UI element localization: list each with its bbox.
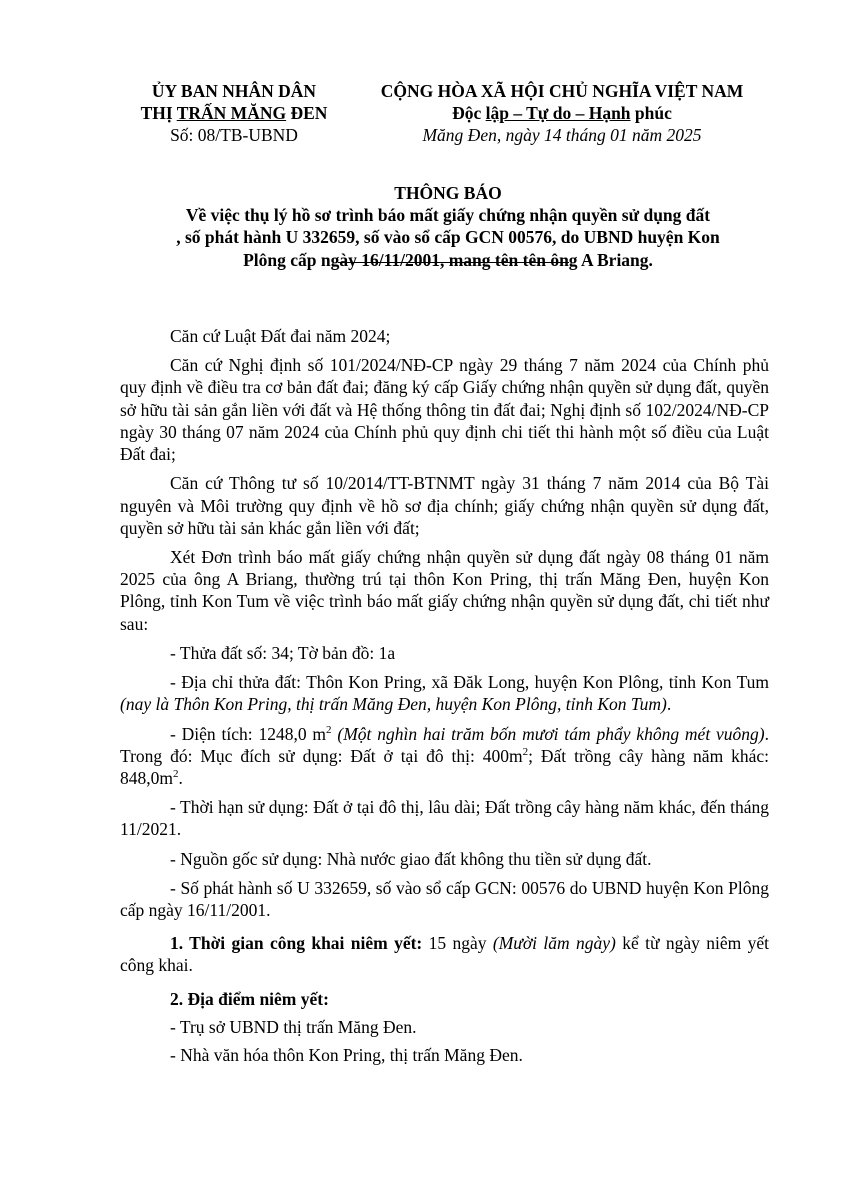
area-usage-annual-crops: ; Đất trồng cây hàng năm khác: 848,0m xyxy=(120,745,769,788)
legal-basis-decrees: Căn cứ Nghị định số 101/2024/NĐ-CP ngày 29 tháng 7 năm 2024 của Chính phủ quy định về điều tra cơ bản đất đai; đăng ký cấp Giấy chứng nhận quyền sử dụng đất, quyền sở hữu tài sản gắn liền với đất và Hệ thống thông tin đất đai; Nghị định số 102/2024/NĐ-CP ngày 30 tháng 07 năm 2024 của Chính phủ quy định chi tiết thi hành một số điều của Luật Đất đai; xyxy=(120,355,769,465)
authority-unit-underlined: TRẤN MĂNG xyxy=(176,103,287,124)
address-current-name: (nay là Thôn Kon Pring, thị trấn Măng Đen, huyện Kon Plông, tỉnh Kon Tum) xyxy=(120,694,667,715)
authority-unit-suffix: ĐEN xyxy=(286,103,328,124)
posting-location-2: - Nhà văn hóa thôn Kon Pring, thị trấn Măng Đen. xyxy=(170,1045,523,1066)
usage-term: - Thời hạn sử dụng: Đất ở tại đô thị, lâu dài; Đất trồng cây hàng năm khác, đến tháng 11/2021. xyxy=(120,797,769,840)
national-header-block xyxy=(356,80,768,147)
motto-suffix: phúc xyxy=(630,103,672,124)
national-motto xyxy=(356,102,768,124)
area-superscript: 2 xyxy=(173,768,179,781)
document-number: Số: 08/TB-UBND xyxy=(170,125,298,146)
address-end: . xyxy=(666,694,672,715)
motto-underlined: lập – Tự do – Hạnh xyxy=(485,103,631,124)
section-posting-location xyxy=(120,988,769,1010)
address-text: - Địa chỉ thửa đất: Thôn Kon Pring, xã Đăk Long, huyện Kon Plông, tỉnh Kon Tum xyxy=(170,672,769,693)
authority-name: ỦY BAN NHÂN DÂN xyxy=(151,81,317,101)
subject-line-2: , số phát hành U 332659, số vào sổ cấp GCN 00576, do UBND huyện Kon xyxy=(176,227,720,248)
document-body xyxy=(120,325,769,1072)
posting-period-label: 1. Thời gian công khai niêm yết: xyxy=(170,933,423,954)
application-review: Xét Đơn trình báo mất giấy chứng nhận quyền sử dụng đất ngày 08 tháng 01 năm 2025 của ông A Briang, thường trú tại thôn Kon Pring, thị trấn Măng Đen, huyện Kon Plông, tỉnh Kon Tum về việc trình báo mất giấy chứng nhận quyền sử dụng đất, chi tiết như sau: xyxy=(120,546,769,634)
legal-basis-circular: Căn cứ Thông tư số 10/2014/TT-BTNMT ngày 31 tháng 7 năm 2014 của Bộ Tài nguyên và Môi trường quy định về hồ sơ địa chính; giấy chứng nhận quyền sử dụng đất, quyền sở hữu tài sản khác gắn liền với đất; xyxy=(120,473,769,538)
area-superscript: 2 xyxy=(522,745,529,758)
section-posting-period xyxy=(120,932,769,976)
area-in-words: (Một nghìn hai trăm bốn mươi tám phẩy không mét vuông) xyxy=(331,723,765,744)
nation-name: CỘNG HÒA XÃ HỘI CHỦ NGHĨA VIỆT NAM xyxy=(380,81,744,101)
authority-unit xyxy=(128,102,340,124)
area-end: . xyxy=(178,767,183,788)
legal-basis-land-law: Căn cứ Luật Đất đai năm 2024; xyxy=(170,326,391,346)
document-title: THÔNG BÁO xyxy=(394,183,502,203)
posting-period-days: 15 ngày xyxy=(422,933,493,954)
parcel-area xyxy=(120,723,769,790)
subject-line-1: Về việc thụ lý hồ sơ trình báo mất giấy chứng nhận quyền sử dụng đất xyxy=(185,205,711,226)
issuing-authority-block xyxy=(128,80,340,147)
posting-period-rest: kể từ ngày niêm yết công khai. xyxy=(120,933,769,976)
posting-location-1: - Trụ sở UBND thị trấn Măng Đen. xyxy=(170,1016,417,1037)
subject-line-3: Plông cấp ngày 16/11/2001, mang tên tên ông A Briang. xyxy=(243,249,653,270)
posting-location-label: 2. Địa điểm niêm yết: xyxy=(170,988,329,1009)
authority-unit-prefix: THỊ xyxy=(140,103,177,124)
area-text: - Diện tích: 1248,0 m xyxy=(170,723,327,744)
certificate-issue-info: - Số phát hành số U 332659, số vào sổ cấp GCN: 00576 do UBND huyện Kon Plông cấp ngày 16/11/2001. xyxy=(120,877,769,921)
usage-origin: - Nguồn gốc sử dụng: Nhà nước giao đất không thu tiền sử dụng đất. xyxy=(170,848,652,869)
posting-period-in-words: (Mười lăm ngày) xyxy=(492,933,616,954)
document-subject xyxy=(128,204,768,271)
parcel-info: - Thửa đất số: 34; Tờ bản đồ: 1a xyxy=(170,642,396,663)
parcel-address xyxy=(120,671,769,715)
title-block xyxy=(128,182,768,271)
title-underline-rule xyxy=(338,262,569,263)
motto-prefix: Độc xyxy=(452,103,486,124)
place-and-date: Măng Đen, ngày 14 tháng 01 năm 2025 xyxy=(422,125,702,146)
area-usage-urban: . Trong đó: Mục đích sử dụng: Đất ở tại đô thị: 400m xyxy=(120,723,769,766)
area-superscript: 2 xyxy=(326,723,332,736)
